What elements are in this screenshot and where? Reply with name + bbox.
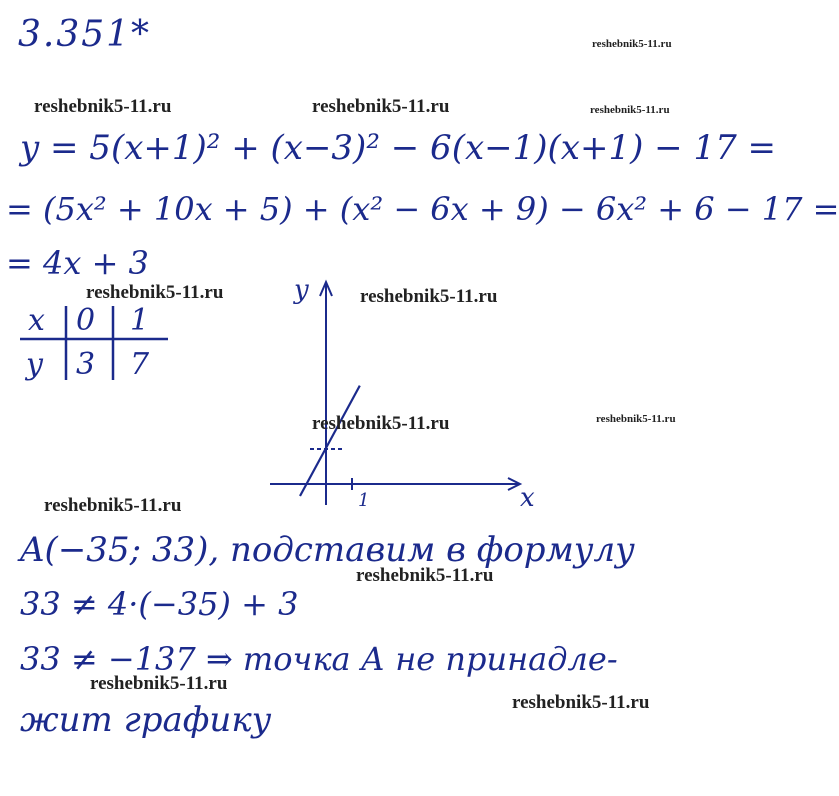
watermark: reshebnik5-11.ru	[596, 413, 676, 425]
table-y-value-1: 7	[130, 347, 150, 382]
point-substitution-line: A(−35; 33), подставим в формулу	[20, 530, 635, 570]
check-line-1: 33 ≠ 4·(−35) + 3	[20, 585, 299, 623]
watermark: reshebnik5-11.ru	[592, 38, 672, 50]
table-y-label: y	[26, 347, 43, 382]
table-x-label: x	[28, 303, 45, 338]
equation-line-1: y = 5(x+1)² + (x−3)² − 6(x−1)(x+1) − 17 =	[20, 128, 777, 168]
y-axis-label: y	[294, 275, 309, 305]
x-axis-label: x	[520, 483, 535, 513]
watermark: reshebnik5-11.ru	[312, 96, 450, 117]
watermark: reshebnik5-11.ru	[312, 413, 450, 434]
function-line	[300, 386, 360, 496]
equation-line-2: = (5x² + 10x + 5) + (x² − 6x + 9) − 6x² + 6 − 17 =	[6, 190, 839, 228]
watermark: reshebnik5-11.ru	[360, 286, 498, 307]
watermark: reshebnik5-11.ru	[90, 673, 228, 694]
watermark: reshebnik5-11.ru	[356, 565, 494, 586]
watermark: reshebnik5-11.ru	[44, 495, 182, 516]
watermark: reshebnik5-11.ru	[512, 692, 650, 713]
x-tick-label: 1	[358, 490, 370, 511]
equation-line-3: = 4x + 3	[6, 244, 149, 282]
table-y-value-0: 3	[76, 347, 96, 382]
table-x-value-0: 0	[76, 303, 96, 338]
conclusion-continuation: жит графику	[20, 700, 272, 740]
table-x-value-1: 1	[130, 303, 150, 338]
problem-number: 3.351*	[18, 14, 152, 55]
watermark: reshebnik5-11.ru	[86, 282, 224, 303]
watermark: reshebnik5-11.ru	[34, 96, 172, 117]
check-line-2: 33 ≠ −137 ⇒ точка А не принадле-	[20, 640, 618, 678]
watermark: reshebnik5-11.ru	[590, 104, 670, 116]
